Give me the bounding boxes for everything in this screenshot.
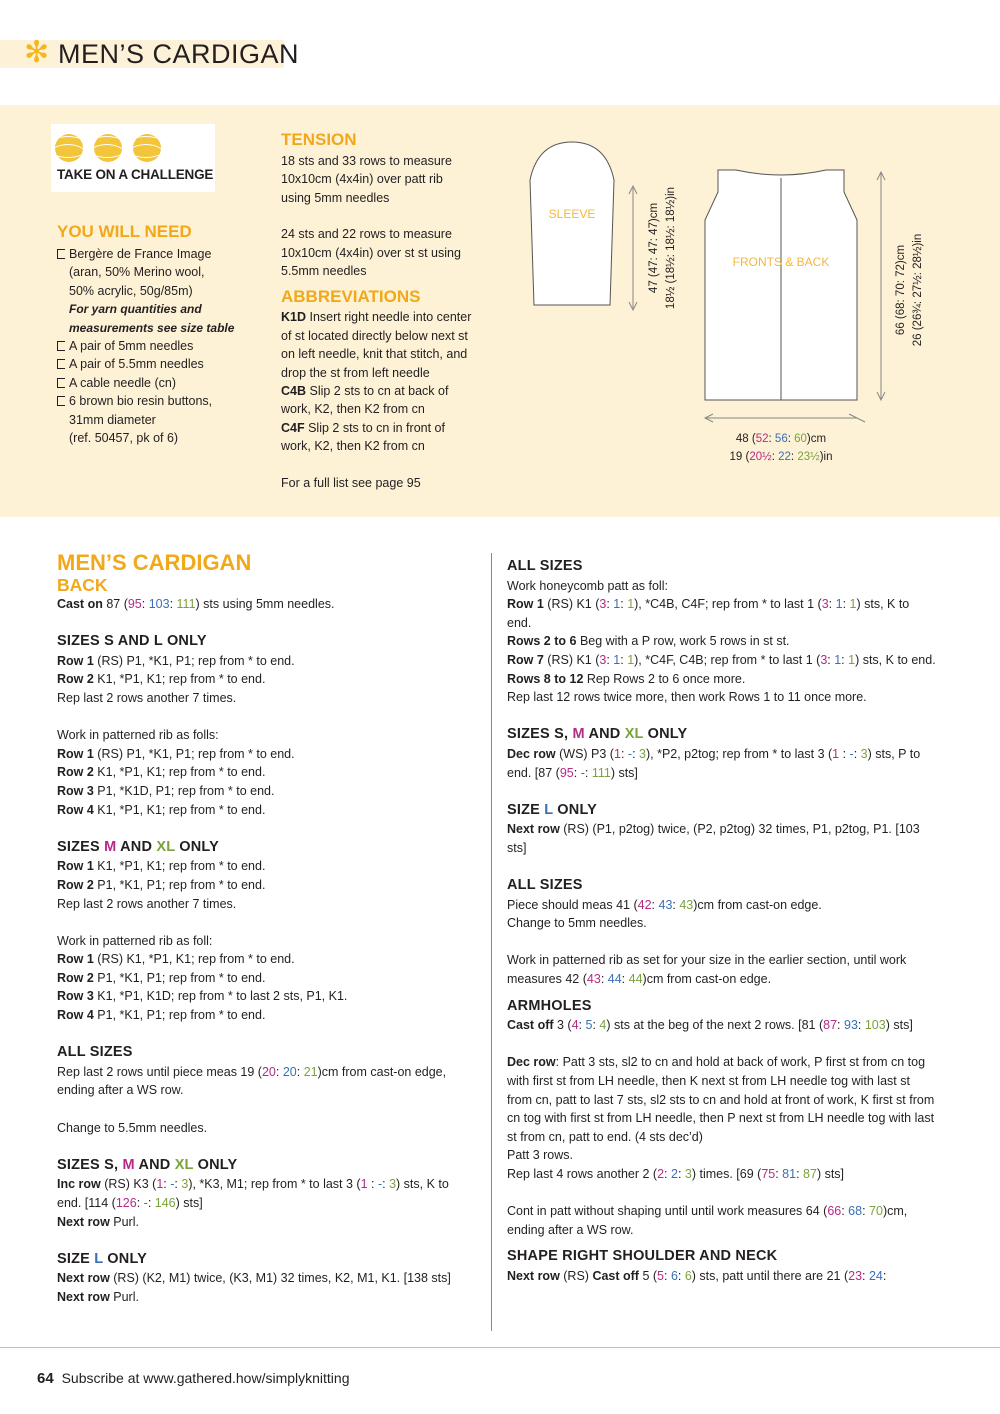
abbreviations-see-page: For a full list see page 95 [281, 475, 421, 490]
footer-rule [0, 1347, 1000, 1348]
section-heading: ALL SIZES [507, 558, 583, 574]
yarn-ball-icon [133, 134, 161, 162]
materials-item: A cable needle (cn) [57, 374, 257, 392]
width-in: 19 (20½: 22: 23½)in [729, 451, 833, 463]
sleeve-shape [530, 142, 614, 305]
materials-item: A pair of 5mm needles [57, 337, 257, 355]
button-details: 31mm diameter (ref. 50457, pk of 6) [69, 412, 179, 446]
pattern-title: MEN’S CARDIGAN [57, 550, 252, 575]
subscribe-link[interactable]: Subscribe at www.gathered.how/simplyknitting [61, 1370, 350, 1386]
page-title: MEN’S CARDIGAN [58, 39, 300, 69]
section-heading: SIZES S, M AND XL ONLY [57, 1156, 238, 1173]
materials-item: Bergère de France Image [57, 245, 257, 263]
yarn-details: (aran, 50% Merino wool, 50% acrylic, 50g/85m) [69, 265, 205, 298]
challenge-label: TAKE ON A CHALLENGE [57, 167, 214, 182]
section-heading: ALL SIZES [57, 1044, 133, 1061]
yarn-ball-icon [55, 134, 83, 162]
tension-heading: TENSION [281, 130, 357, 149]
page-number: 64 [37, 1370, 54, 1387]
sleeve-height-cm: 47 (47: 47: 47)cm [648, 202, 660, 294]
section-heading: ARMHOLES [507, 997, 592, 1014]
fronts-back-label: FRONTS & BACK [732, 255, 830, 269]
section-heading: SHAPE RIGHT SHOULDER AND NECK [507, 1248, 778, 1265]
section-heading: SIZES S, M AND XL ONLY [507, 726, 688, 743]
sleeve-height-in: 18½ (18½: 18½: 18½)in [665, 186, 677, 310]
section-heading: SIZES M AND XL ONLY [57, 838, 220, 855]
section-back: BACK [57, 575, 108, 595]
width-cm: 48 (52: 56: 60)cm [735, 433, 827, 445]
garment-schematic [500, 120, 1000, 480]
abbreviations-list: K1D Insert right needle into center of st located directly below next st on left needle, knit that stitch, and drop the st from left needle C4B Slip 2 sts to cn at back of work, K2, then K2 from cn C4F Slip 2 sts to cn in front of work, K2, then K2 from cn For a full list see page 95 [281, 308, 486, 492]
materials-item: 6 brown bio resin buttons, [57, 392, 257, 410]
footer [37, 1370, 350, 1387]
pattern-column-right: ALL SIZES Work honeycomb patt as foll: Row 1 (RS) K1 (3: 1: 1), *C4B, C4F; rep from * to last 1 (3: 1: 1) sts, K to end. Rows 2 to 6 Beg with a P row, work 5 rows in st st. Row 7 (RS) K1 (3: 1: 1), *C4F, C4B; rep from * to last 1 (3: 1: 1) sts, K to end. Rows 8 to 12 Rep Rows 2 to 6 once more. Rep last 12 rows twice more, then work Rows 1 to 11 once more. SIZES S, M AND XL ONLY Dec row (WS) P3 (1: -: 3), *P2, p2tog; rep from * to last 3 (1 : -: 3) sts, P to end. [87 (95: -: 111) sts] SIZE L ONLY Next row (RS) (P1, p2tog) twice, (P2, p2tog) 32 times, P1, p2tog, P1. [103 sts] ALL SIZES Piece should meas 41 (42: 43: 43)cm from cast-on edge. Change to 5mm needles. Work in patterned rib as set for your size in the earlier section, until work measures 42 (43: 44: 44)cm from cast-on edge. ARMHOLES Cast off 3 (4: 5: 4) sts at the beg of the next 2 rows. [81 (87: 93: 103) sts] Dec row: Patt 3 sts, sl2 to cn and hold at back of work, P first st from cn tog with first st from LH needle, then K next st from LH needle tog with last st from cn, patt to last 7 sts, sl2 sts to cn and hold at front of work, K first st from cn tog with first st from LH needle, then P next st from LH needle tog with last st from cn, patt to end. (4 sts dec’d) Patt 3 rows. Rep last 4 rows another 2 (2: 2: 3) times. [69 (75: 81: 87) sts] Cont in patt without shaping until until work measures 64 (66: 68: 70)cm, ending after a WS row. SHAPE RIGHT SHOULDER AND NECK Next row (RS) Cast off 5 (5: 6: 6) sts, patt until there are 21 (23: 24: [507, 558, 936, 1283]
sleeve-label: SLEEVE [548, 207, 596, 221]
materials-item: A pair of 5.5mm needles [57, 355, 257, 373]
materials-heading: YOU WILL NEED [57, 222, 192, 241]
section-heading: SIZES S AND L ONLY [57, 633, 207, 650]
materials-section [57, 222, 257, 447]
body-length-in: 26 (26¾: 27½: 28½)in [912, 233, 924, 347]
column-divider [491, 553, 492, 1331]
abbreviations-heading: ABBREVIATIONS [281, 287, 421, 307]
section-heading: SIZE L ONLY [507, 801, 598, 818]
tension-section: TENSION 18 sts and 33 rows to measure 10x10cm (4x4in) over patt rib using 5mm needles 24 sts and 22 rows to measure 10x10cm (4x4in) over st st using 5.5mm needles ABBREVIATIONS K1D Insert right needle into center of st located directly below next st on left needle, knit that stitch, and drop the st from left needle C4B Slip 2 sts to cn at back of work, K2, then K2 from cn C4F Slip 2 sts to cn in front of work, K2, then K2 from cn For a full list see page 95 [281, 130, 486, 492]
yarn-ball-icon [94, 134, 122, 162]
section-heading: SIZE L ONLY [57, 1250, 148, 1267]
flower-icon: ✻ [24, 36, 50, 69]
body-length-cm: 66 (68: 70: 72)cm [895, 244, 907, 336]
pattern-column-left: MEN’S CARDIGAN BACK Cast on 87 (95: 103: 111) sts using 5mm needles. SIZES S AND L ONLY Row 1 (RS) P1, *K1, P1; rep from * to end. Row 2 K1, *P1, K1; rep from * to end. Rep last 2 rows another 7 times. Work in patterned rib as folls: Row 1 (RS) P1, *K1, P1; rep from * to end. Row 2 K1, *P1, K1; rep from * to end. Row 3 P1, *K1D, P1; rep from * to end. Row 4 K1, *P1, K1; rep from * to end. SIZES M AND XL ONLY Row 1 K1, *P1, K1; rep from * to end. Row 2 P1, *K1, P1; rep from * to end. Rep last 2 rows another 7 times. Work in patterned rib as foll: Row 1 (RS) K1, *P1, K1; rep from * to end. Row 2 P1, *K1, P1; rep from * to end. Row 3 K1, *P1, K1D; rep from * to last 2 sts, P1, K1. Row 4 P1, *K1, P1; rep from * to end. ALL SIZES Rep last 2 rows until piece meas 19 (20: 20: 21)cm from cast-on edge, ending after a WS row. Change to 5.5mm needles. SIZES S, M AND XL ONLY Inc row (RS) K3 (1: -: 3), *K3, M1; rep from * to last 3 (1 : -: 3) sts, K to end. [114 (126: -: 146) sts] Next row Purl. SIZE L ONLY Next row (RS) (K2, M1) twice, (K3, M1) 32 times, K2, M1, K1. [138 sts] Next row Purl. [57, 551, 467, 1307]
section-heading: ALL SIZES [507, 877, 583, 894]
size-note: For yarn quantities and measurements see size table [69, 302, 235, 335]
